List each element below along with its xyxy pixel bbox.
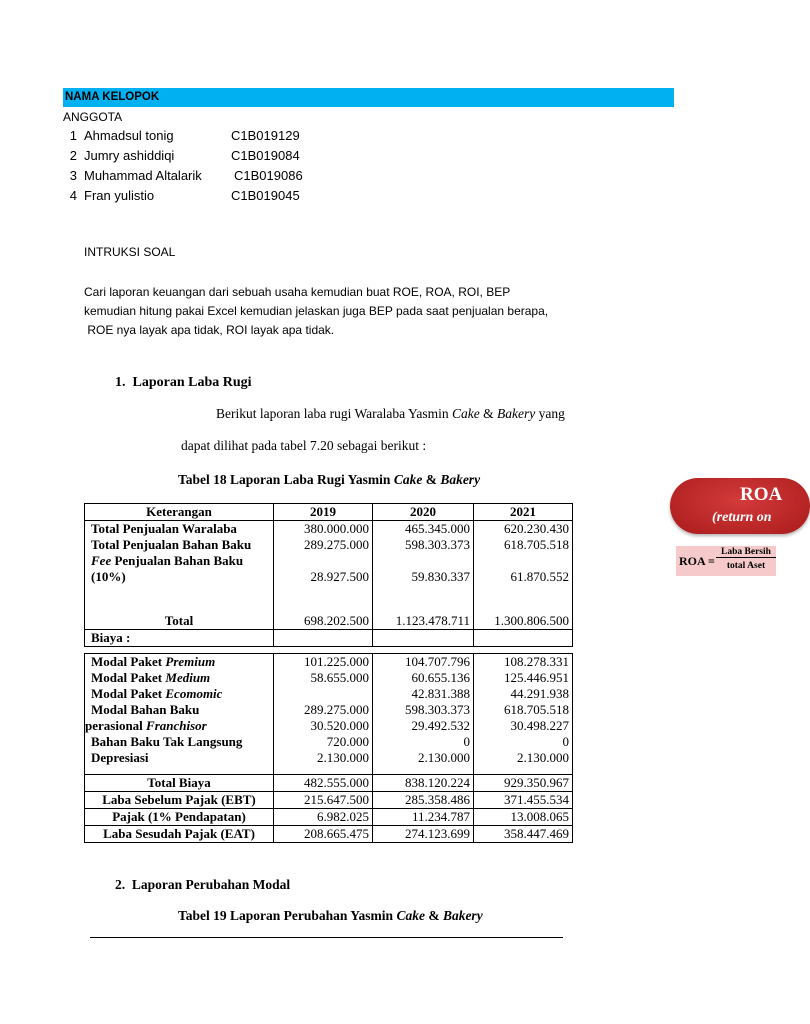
- member-nim: C1B019129: [231, 128, 300, 143]
- table-title-cake: Cake: [396, 908, 425, 923]
- roa-badge: [670, 478, 810, 534]
- roa-badge-subtitle: (return on: [712, 510, 772, 525]
- row-label: Pajak (1% Pendapatan): [85, 809, 274, 826]
- cell-2019: 698.202.500: [274, 613, 373, 630]
- header-keterangan: Keterangan: [85, 504, 274, 521]
- table-title-amp: &: [424, 908, 443, 923]
- cell-2021: 371.455.534: [474, 792, 573, 809]
- cell-2021: 13.008.065: [474, 809, 573, 826]
- members-label: ANGGOTA: [63, 110, 123, 124]
- row-label: Biaya :: [85, 630, 274, 647]
- table18-title: [178, 472, 480, 488]
- cell-2019: 215.647.500: [274, 792, 373, 809]
- section1-intro-line2: dapat dilihat pada tabel 7.20 sebagai berikut :: [181, 438, 427, 453]
- section2-heading: 2. Laporan Perubahan Modal: [115, 877, 291, 892]
- label-italic: Ecomomic: [165, 686, 223, 701]
- member-number: 2: [69, 148, 77, 163]
- cell-2019: 482.555.000: [274, 775, 373, 792]
- cell-2021: 618.705.518: [474, 537, 573, 553]
- section1-heading: 1. Laporan Laba Rugi: [115, 375, 252, 390]
- roa-formula-numerator: Laba Bersih: [716, 547, 776, 558]
- member-row: [63, 128, 363, 146]
- section1-intro-line1: [216, 406, 565, 422]
- table-header-row: [85, 504, 573, 521]
- member-row: [63, 148, 363, 166]
- header-2019: 2019: [274, 504, 373, 521]
- spacer-row: [85, 585, 573, 613]
- roa-badge-title: ROA: [740, 484, 783, 505]
- cell-2019: [274, 686, 373, 702]
- member-row: [63, 188, 363, 206]
- row-label: Total: [85, 613, 274, 630]
- row-label: [85, 654, 274, 671]
- member-name: Muhammad Altalarik: [84, 168, 202, 183]
- fee-label-italic: Fee: [91, 553, 112, 568]
- row-label: [85, 670, 274, 686]
- instructions-title: INTRUKSI SOAL: [84, 245, 176, 259]
- row-label: Total Biaya: [85, 775, 274, 792]
- table-row: [85, 613, 573, 630]
- label-italic: Franchisor: [146, 718, 207, 733]
- roa-formula: [676, 546, 776, 576]
- table-row: [85, 537, 573, 553]
- cell-2019: 2.130.000: [274, 750, 373, 766]
- label-text: Depresiasi: [91, 750, 149, 765]
- table-row: [85, 654, 573, 671]
- row-label: Total Penjualan Waralaba: [85, 521, 274, 538]
- cell-2020: 285.358.486: [373, 792, 474, 809]
- cell-2021: 0: [474, 734, 573, 750]
- cell-2021: 2.130.000: [474, 750, 573, 766]
- member-number: 4: [69, 188, 77, 203]
- cell-2019: 30.520.000: [274, 718, 373, 734]
- cell-2021: 620.230.430: [474, 521, 573, 538]
- row-label: [85, 686, 274, 702]
- cell-2021: 125.446.951: [474, 670, 573, 686]
- cell-2019: 101.225.000: [274, 654, 373, 671]
- instructions-line: Cari laporan keuangan dari sebuah usaha kemudian buat ROE, ROA, ROI, BEP: [84, 285, 511, 299]
- table-row: [85, 630, 573, 647]
- table-title-amp: &: [422, 472, 441, 487]
- table-title-cake: Cake: [393, 472, 423, 487]
- label-italic: Premium: [165, 654, 216, 669]
- intro-text: Berikut laporan laba rugi Waralaba Yasmin: [216, 406, 452, 421]
- table-row: [85, 809, 573, 826]
- table-title-bakery: Bakery: [440, 472, 481, 487]
- row-label: Total Penjualan Bahan Baku: [85, 537, 274, 553]
- member-number: 1: [69, 128, 77, 143]
- cell-2020: 274.123.699: [373, 826, 474, 843]
- cell-2021: 358.447.469: [474, 826, 573, 843]
- team-header-label: NAMA KELOPOK: [65, 91, 160, 103]
- label-text: Modal Paket: [91, 686, 166, 701]
- table-row: [85, 702, 573, 718]
- table-title-text: Tabel 18 Laporan Laba Rugi Yasmin: [178, 472, 394, 487]
- cell-2020: 598.303.373: [373, 702, 474, 718]
- table19-title: [178, 908, 483, 924]
- label-text: Modal Paket: [91, 670, 166, 685]
- intro-bakery: Bakery: [497, 406, 536, 421]
- cell-2019: 289.275.000: [274, 537, 373, 553]
- row-label: Laba Sebelum Pajak (EBT): [85, 792, 274, 809]
- cell-2021: 108.278.331: [474, 654, 573, 671]
- header-2020: 2020: [373, 504, 474, 521]
- header-2021: 2021: [474, 504, 573, 521]
- table-row: [85, 670, 573, 686]
- table-row: [85, 792, 573, 809]
- row-label: [85, 718, 274, 734]
- cell-2019: 6.982.025: [274, 809, 373, 826]
- spacer-row: [85, 766, 573, 775]
- label-italic: Medium: [165, 670, 211, 685]
- roa-formula-lhs: ROA =: [679, 554, 715, 568]
- table-row: [85, 750, 573, 766]
- cell-2021: 929.350.967: [474, 775, 573, 792]
- table-row: [85, 826, 573, 843]
- cell-2020: 59.830.337: [373, 569, 474, 585]
- table-row: [85, 734, 573, 750]
- intro-amp: &: [479, 406, 497, 421]
- cell-2019: 380.000.000: [274, 521, 373, 538]
- cell-2020: 29.492.532: [373, 718, 474, 734]
- table-row: [85, 718, 573, 734]
- cell-2020: 1.123.478.711: [373, 613, 474, 630]
- intro-cake: Cake: [451, 406, 480, 421]
- fee-label-rest: Penjualan Bahan Baku: [111, 553, 244, 568]
- cell-2020: 60.655.136: [373, 670, 474, 686]
- income-statement-table: [84, 503, 572, 843]
- team-header-bar: [63, 88, 674, 107]
- cell-2020: 598.303.373: [373, 537, 474, 553]
- cell-2020: 465.345.000: [373, 521, 474, 538]
- member-nim: C1B019045: [231, 188, 300, 203]
- cell-2020: 42.831.388: [373, 686, 474, 702]
- label-text: perasional: [85, 718, 147, 733]
- cell-2021: 1.300.806.500: [474, 613, 573, 630]
- intro-text-end: yang: [535, 406, 565, 421]
- gap-row: [85, 647, 573, 654]
- cell-2021: 44.291.938: [474, 686, 573, 702]
- label-text: Modal Bahan Baku: [91, 702, 200, 717]
- cell-2019: 289.275.000: [274, 702, 373, 718]
- member-nim: C1B019084: [231, 148, 300, 163]
- table-row: [85, 553, 573, 569]
- table-title-text: Tabel 19 Laporan Perubahan Yasmin: [178, 908, 397, 923]
- roa-formula-denominator: total Aset: [726, 561, 766, 571]
- cell-2020: 104.707.796: [373, 654, 474, 671]
- row-label: (10%): [85, 569, 274, 585]
- table-row: [85, 521, 573, 538]
- cell-2021: 618.705.518: [474, 702, 573, 718]
- member-row: [63, 168, 363, 186]
- cell-2020: 11.234.787: [373, 809, 474, 826]
- cell-2021: 30.498.227: [474, 718, 573, 734]
- cell-2019: 58.655.000: [274, 670, 373, 686]
- table-row: [85, 775, 573, 792]
- row-label: [85, 734, 274, 750]
- member-number: 3: [69, 168, 77, 183]
- instructions-line: kemudian hitung pakai Excel kemudian jelaskan juga BEP pada saat penjualan berapa,: [84, 304, 549, 318]
- member-name: Fran yulistio: [84, 188, 155, 203]
- row-label: Laba Sesudah Pajak (EAT): [85, 826, 274, 843]
- cell-2020: 2.130.000: [373, 750, 474, 766]
- label-text: Modal Paket: [91, 654, 166, 669]
- row-label: [85, 702, 274, 718]
- table-row: [85, 569, 573, 585]
- label-text: Bahan Baku Tak Langsung: [91, 734, 243, 749]
- member-name: Ahmadsul tonig: [84, 128, 174, 143]
- cell-2019: 28.927.500: [274, 569, 373, 585]
- cell-2020: 0: [373, 734, 474, 750]
- instructions-line: ROE nya layak apa tidak, ROI layak apa tidak.: [84, 323, 335, 337]
- cell-2019: 720.000: [274, 734, 373, 750]
- cell-2020: 838.120.224: [373, 775, 474, 792]
- table-row: [85, 686, 573, 702]
- cell-2021: 61.870.552: [474, 569, 573, 585]
- cell-2019: 208.665.475: [274, 826, 373, 843]
- member-name: Jumry ashiddiqi: [84, 148, 175, 163]
- member-nim: C1B019086: [234, 168, 303, 183]
- table-title-bakery: Bakery: [442, 908, 483, 923]
- table19-top-rule: [90, 937, 563, 938]
- row-label: [85, 553, 274, 569]
- row-label: [85, 750, 274, 766]
